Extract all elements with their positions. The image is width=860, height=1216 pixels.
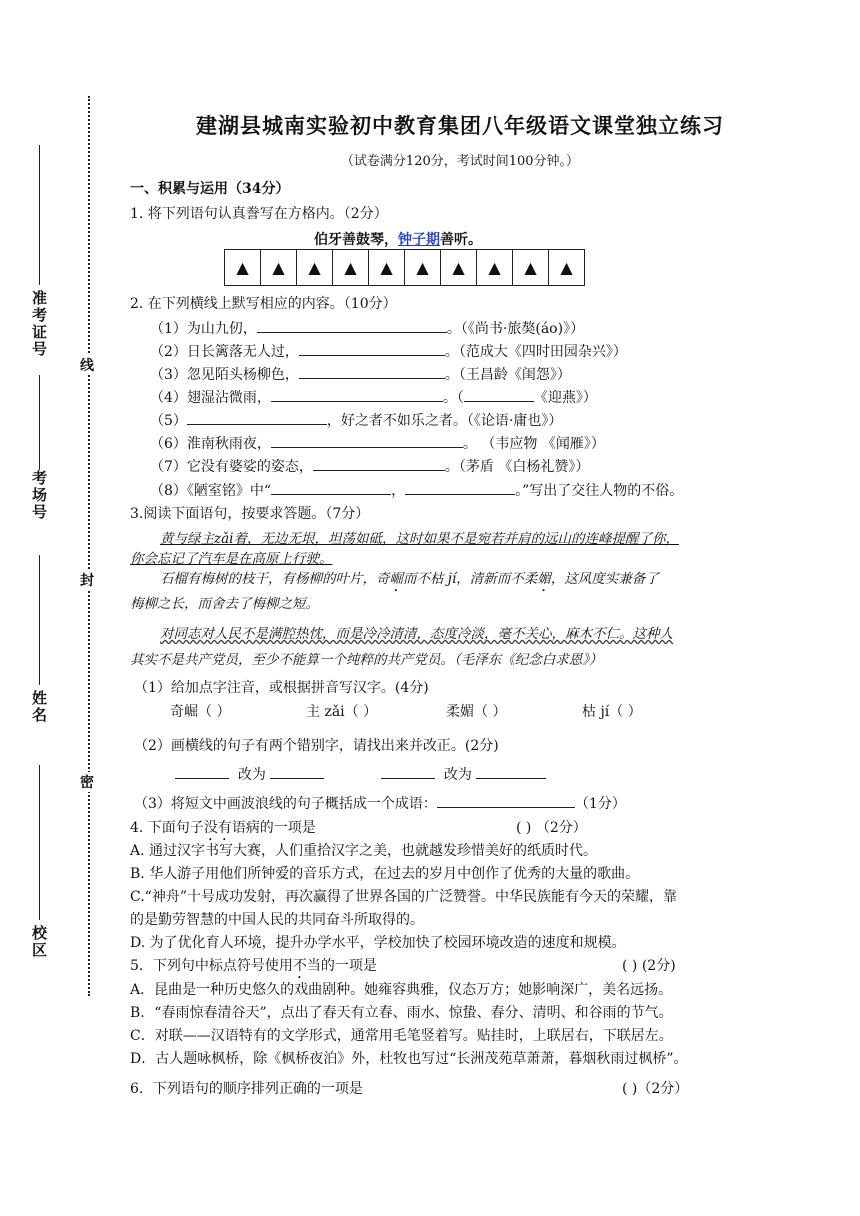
seal-char-feng: 封 xyxy=(80,570,94,590)
q3-sub1-item4[interactable]: 枯 jí（ ） xyxy=(582,704,642,720)
q4-option-c-line2: 的是勤劳智慧的中国人民的共同奋斗所取得的。 xyxy=(130,912,424,928)
kaochang-blank xyxy=(39,375,40,470)
q3-passage-2-line1: 石榴有梅树的枝干，有杨柳的叶片，奇崛而不枯 jí，清新而不柔媚，这风度实兼备了 xyxy=(160,571,659,587)
xiaoqu-label: 校区 xyxy=(30,925,48,959)
binding-dotted-line xyxy=(88,96,90,996)
q4-option-c-line1: C.“神舟”十号成功发射，再次赢得了世界各国的广泛赞誉。中华民族能有今天的荣耀，靠 xyxy=(130,889,677,905)
q4-option-a: A. 通过汉字书写大赛，人们重拾汉字之美，也就越发珍惜美好的纸质时代。 xyxy=(130,843,598,859)
seal-char-mi: 密 xyxy=(80,772,94,792)
answer-blank[interactable] xyxy=(299,341,445,356)
q2-item-4: （4）翅湿沾微雨， 。（ 《迎燕》） xyxy=(150,387,597,407)
q1-link[interactable]: 钟子期 xyxy=(398,232,440,248)
seal-char-xian: 线 xyxy=(80,355,94,375)
answer-blank[interactable] xyxy=(313,456,445,471)
q3-passage-3-line1: 对同志对人民不是满腔热忱，而是冷冷清清，态度冷淡，毫不关心，麻木不仁。这种人 xyxy=(160,626,673,642)
q1-sentence-b: 善听。 xyxy=(440,232,482,248)
page-title: 建湖县城南实验初中教育集团八年级语文课堂独立练习 xyxy=(196,113,724,138)
q5-option-d: D．古人题咏枫桥，除《枫桥夜泊》外，杜牧也写过“长洲茂苑草萧萧，暮烟秋雨过枫桥”。 xyxy=(130,1051,688,1067)
q5-option-b: B．“春雨惊春清谷天”，点出了春天有立春、雨水、惊蛰、春分、清明、和谷雨的节气。 xyxy=(130,1005,673,1021)
writing-grid xyxy=(224,249,585,286)
q4-answer-bracket[interactable]: ( ) （2分） xyxy=(516,820,587,836)
answer-blank[interactable] xyxy=(175,764,229,779)
q1-prompt: 1. 将下列语句认真誊写在方格内。（2分） xyxy=(130,206,388,222)
grid-cell[interactable]: ▲ xyxy=(560,258,573,277)
q1-sentence xyxy=(314,229,482,249)
grid-cell[interactable]: ▲ xyxy=(369,250,405,285)
xingming-label: 姓名 xyxy=(30,690,48,724)
q2-item-8: （8）《陋室铭》中“ ， 。”写出了交往人物的不俗。 xyxy=(150,480,683,500)
page-subtitle: （试卷满分120分，考试时间100分钟。） xyxy=(340,154,580,169)
q5-option-a: A．昆曲是一种历史悠久的戏曲剧种。她雍容典雅，仪态万方；她影响深广，美名远扬。 xyxy=(130,982,673,998)
answer-blank[interactable] xyxy=(271,480,391,495)
section-heading: 一、积累与运用（34分） xyxy=(130,181,290,197)
grid-cell[interactable]: ▲ xyxy=(297,250,333,285)
q3-sub1-item2[interactable]: 主 zǎi（ ） xyxy=(306,704,378,720)
q2-item-3: （3）忽见陌头杨柳色， 。（王昌龄《闺怨》） xyxy=(150,364,571,384)
answer-blank[interactable] xyxy=(476,764,546,779)
answer-blank[interactable] xyxy=(271,433,463,448)
answer-blank[interactable] xyxy=(381,764,435,779)
xingming-blank xyxy=(39,555,40,685)
q2-item-5: （5） ，好之者不如乐之者。（《论语·庸也》） xyxy=(150,410,562,430)
q5-answer-bracket[interactable]: ( ) (2分) xyxy=(622,958,676,974)
q1-sentence-a: 伯牙善鼓琴， xyxy=(314,232,398,248)
answer-blank[interactable] xyxy=(271,387,443,402)
q2-item-7: （7）它没有婆娑的姿态， 。（茅盾 《白杨礼赞》） xyxy=(150,456,589,476)
answer-blank[interactable] xyxy=(405,480,515,495)
q5-option-c: C．对联——汉语特有的文学形式，通常用毛笔竖着写。贴挂时，上联居右，下联居左。 xyxy=(130,1028,673,1044)
q4-option-b: B. 华人游子用他们所钟爱的音乐方式，在过去的岁月中创作了优秀的大量的歌曲。 xyxy=(130,866,640,882)
q3-prompt: 3.阅读下面语句，按要求答题。（7分） xyxy=(130,506,370,522)
q6-prompt: 6．下列语句的顺序排列正确的一项是 xyxy=(130,1081,363,1097)
q2-item-6: （6）淮南秋雨夜， 。 （韦应物 《闻雁》） xyxy=(150,433,605,453)
q3-passage-2-line2: 梅柳之长，而舍去了梅柳之短。 xyxy=(130,596,319,612)
answer-blank[interactable] xyxy=(187,410,327,425)
q3-sub2-answer1: 改为 xyxy=(175,764,324,784)
q3-sub1-item3[interactable]: 柔媚（ ） xyxy=(446,704,507,720)
answer-blank[interactable] xyxy=(270,764,324,779)
q3-sub2: （2）画横线的句子有两个错别字，请找出来并改正。(2分) xyxy=(134,738,499,754)
q3-passage-1-line1: 黄与绿主zǎi着，无边无垠，坦荡如砥，这时如果不是宛若并肩的远山的连峰提醒了你， xyxy=(160,531,679,547)
q2-item-1: （1）为山九仞， 。（《尚书·旅獒(áo)》） xyxy=(150,318,584,338)
xiaoqu-blank xyxy=(39,765,40,920)
answer-blank[interactable] xyxy=(257,318,447,333)
q2-item-2: （2）日长篱落无人过， 。（范成大《四时田园杂兴》） xyxy=(150,341,627,361)
answer-blank[interactable] xyxy=(437,793,575,808)
grid-cell[interactable]: ▲ xyxy=(333,250,369,285)
answer-blank[interactable] xyxy=(299,364,445,379)
grid-cell[interactable]: ▲ xyxy=(441,250,477,285)
grid-cell[interactable]: ▲ xyxy=(261,250,297,285)
q2-prompt: 2. 在下列横线上默写相应的内容。（10分） xyxy=(130,296,397,312)
q5-prompt: 5．下列句中标点符号使用不当的一项是 xyxy=(130,958,377,974)
q3-passage-3-line2: 其实不是共产党员，至少不能算一个纯粹的共产党员。（毛泽东《纪念白求恩》） xyxy=(130,652,603,668)
q4-prompt: 4. 下面句子没有语病的一项是 xyxy=(130,820,316,836)
q3-sub1-item1[interactable]: 奇崛（ ） xyxy=(170,704,231,720)
q4-option-d: D. 为了优化育人环境，提升办学水平，学校加快了校园环境改造的速度和规模。 xyxy=(130,935,626,951)
kaozheng-label: 准考证号 xyxy=(30,290,48,358)
kaozheng-blank xyxy=(39,145,40,285)
grid-cell[interactable]: ▲ xyxy=(513,250,549,285)
answer-blank[interactable] xyxy=(464,387,534,402)
q6-answer-bracket[interactable]: ( )（2分） xyxy=(622,1081,689,1097)
q3-sub3: （3）将短文中画波浪线的句子概括成一个成语： （1分） xyxy=(134,793,626,813)
q3-sub2-answer2: 改为 xyxy=(381,764,546,784)
kaochang-label: 考场号 xyxy=(30,470,48,521)
grid-cell[interactable]: ▲ xyxy=(477,250,513,285)
q3-sub1: （1）给加点字注音，或根据拼音写汉字。(4分) xyxy=(134,680,429,696)
grid-cell[interactable]: ▲ xyxy=(225,250,261,285)
q3-passage-1-line2: 你会忘记了汽车是在高原上行驶。 xyxy=(130,551,333,567)
grid-cell[interactable]: ▲ xyxy=(405,250,441,285)
